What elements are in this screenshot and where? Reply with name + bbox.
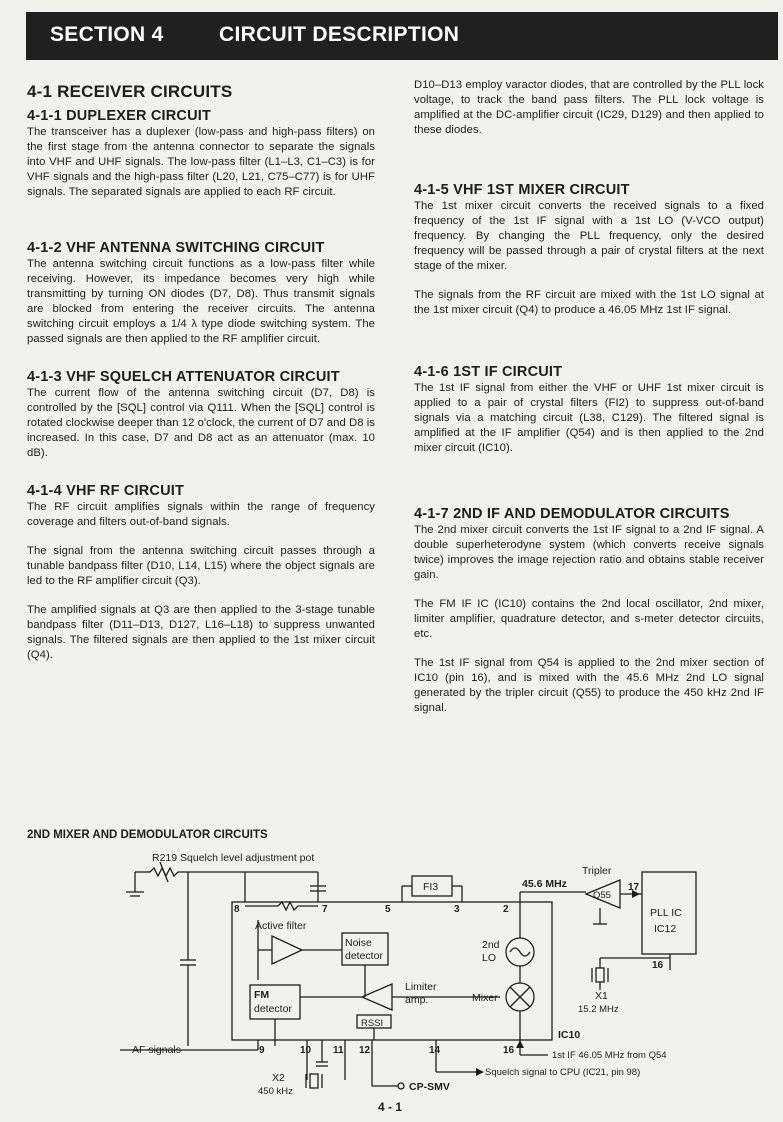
rssi-label: RSSI	[361, 1018, 384, 1029]
ic10-label: IC10	[558, 1029, 581, 1041]
rf-circuit-text-2: The signal from the antenna switching circuit passes through a tunable bandpass filter (D10, L14, L15) where the object signals are led to the RF amplifier circuit (Q3).	[27, 545, 375, 587]
pll-pin-17: 17	[628, 882, 640, 893]
receiver-heading: 4-1 RECEIVER CIRCUITS	[27, 82, 233, 101]
page-number: 4 - 1	[378, 1100, 403, 1114]
x2-crystal	[310, 1074, 318, 1088]
pin-5: 5	[385, 904, 391, 915]
x2-label: X2	[272, 1072, 285, 1084]
antenna-switching-text: The antenna switching circuit functions as a low-pass filter while receiving. However, its impedance becomes very high while transmitting by turning ON diodes (D7, D8). Thus transmit signals are blocked from entering the receiver circuits. The antenna switching circuit employs a 1/4 λ type diode switching system. The passed signals are then applied to the RF amplifier circuit.	[27, 258, 375, 345]
demodulator-title: 4-1-7 2ND IF AND DEMODULATOR CIRCUITS	[414, 506, 730, 522]
mixer-text-2: The signals from the RF circuit are mixed with the 1st LO signal at the 1st mixer circuit (Q4) to produce a 46.05 MHz 1st IF signal.	[414, 289, 764, 316]
x1-freq-label: 15.2 MHz	[578, 1004, 619, 1015]
mixer-label: Mixer	[472, 992, 498, 1004]
squelch-attenuator-text: The current flow of the antenna switching circuit (D7, D8) is controlled by the [SQL] control via Q111. When the [SQL] control is rotated clockwise deeper than 12 o'clock, the current of D7 and D8 is increased. In this case, D7 and D8 act as an attenuator (max. 10 dB).	[27, 387, 375, 459]
squelch-attenuator-title: 4-1-3 VHF SQUELCH ATTENUATOR CIRCUIT	[27, 369, 340, 385]
pin-10: 10	[300, 1045, 312, 1056]
section-header-bar	[26, 12, 778, 60]
if-circuit-text: The 1st IF signal from either the VHF or UHF 1st mixer circuit is applied to a pair of crystal filters (FI2) to suppress out-of-band signals via a matching circuit (L38, C129). The filtered signal is amplified at the IF amplifier (Q54) and is then applied to the 2nd mixer circuit (IC10).	[414, 382, 764, 454]
freq-456-label: 45.6 MHz	[522, 878, 567, 890]
q55-label: Q55	[593, 890, 611, 901]
lo-label-2: LO	[482, 952, 497, 964]
active-filter-triangle	[272, 936, 302, 964]
rf-circuit-title: 4-1-4 VHF RF CIRCUIT	[27, 483, 185, 499]
x2-freq-label: 450 kHz	[258, 1086, 293, 1097]
pin-9: 9	[259, 1045, 265, 1056]
x1-crystal	[596, 968, 604, 982]
antenna-switching-title: 4-1-2 VHF ANTENNA SWITCHING CIRCUIT	[27, 240, 325, 256]
af-signals-label: AF signals	[132, 1044, 182, 1056]
demodulator-text-3: The 1st IF signal from Q54 is applied to the 2nd mixer section of IC10 (pin 16), and is mixed with the 45.6 MHz 2nd LO signal generated by the tripler circuit (Q55) to produce the 450 kHz 2nd IF signal.	[414, 657, 764, 714]
limiter-label-1: Limiter	[405, 981, 437, 993]
fm-label-1: FM	[254, 989, 270, 1001]
pin-12: 12	[359, 1045, 371, 1056]
pin-2: 2	[503, 904, 509, 915]
squelch-output-label: Squelch signal to CPU (IC21, pin 98)	[485, 1067, 641, 1078]
noise-label-1: Noise	[345, 937, 372, 949]
r219-label: R219 Squelch level adjustment pot	[152, 852, 315, 864]
x1-label: X1	[595, 990, 608, 1002]
tripler-label: Tripler	[582, 865, 612, 877]
rf-circuit-text-1: The RF circuit amplifies signals within the range of frequency coverage and filters out-of-band signals.	[27, 501, 375, 528]
if-input-label: 1st IF 46.05 MHz from Q54	[552, 1050, 667, 1061]
pin-11: 11	[333, 1045, 344, 1056]
pll-pin-16: 16	[652, 960, 664, 971]
limiter-label-2: amp.	[405, 994, 429, 1006]
demodulator-text-2: The FM IF IC (IC10) contains the 2nd local oscillator, 2nd mixer, limiter amplifier, quadrature detector, and s-meter detector circuits, etc.	[414, 598, 764, 640]
mixer-text-1: The 1st mixer circuit converts the received signals to a fixed frequency of the 1st IF signal with a 1st LO (V-VCO output) frequency. By changing the PLL frequency, only the desired frequency will be passed through a pair of crystal filters at the next stage of the mixer.	[414, 200, 764, 272]
section-title: CIRCUIT DESCRIPTION	[219, 23, 460, 46]
left-column	[27, 82, 375, 663]
rf-circuit-text-3: The amplified signals at Q3 are then applied to the 3-stage tunable bandpass filter (D11–D13, D127, L16–L18) to suppress unwanted signals. The filtered signals are then applied to the 1st mixer circuit (Q4).	[27, 604, 375, 661]
fm-label-2: detector	[254, 1003, 292, 1015]
diagram-title: 2ND MIXER AND DEMODULATOR CIRCUITS	[27, 829, 268, 841]
if-circuit-title: 4-1-6 1ST IF CIRCUIT	[414, 364, 563, 380]
noise-label-2: detector	[345, 950, 383, 962]
limiter-triangle	[362, 984, 392, 1010]
pll-label-1: PLL IC	[650, 907, 682, 919]
pin-14: 14	[429, 1045, 441, 1056]
lo-label-1: 2nd	[482, 939, 500, 951]
right-column	[414, 78, 764, 716]
duplexer-text: The transceiver has a duplexer (low-pass and high-pass filters) on the first stage from the antenna connector to separate the signals into VHF and UHF signals. The low-pass filter (L1–L3, C1–C3) is for VHF signals and the high-pass filter (L20, L21, C75–C77) is for UHF signals. The separated signals are applied to each RF circuit.	[27, 126, 375, 198]
fi3-label: FI3	[423, 881, 439, 893]
mixer-title: 4-1-5 VHF 1ST MIXER CIRCUIT	[414, 182, 630, 198]
cp-smv-label: CP-SMV	[409, 1081, 450, 1093]
active-filter-label: Active filter	[255, 920, 307, 932]
pin-8: 8	[234, 904, 240, 915]
pin-7: 7	[322, 904, 328, 915]
varactor-text: D10–D13 employ varactor diodes, that are controlled by the PLL lock voltage, to track the band pass filters. The PLL lock voltage is amplified at the DC-amplifier circuit (IC29, D129) and then applied to these diodes.	[414, 79, 764, 136]
duplexer-title: 4-1-1 DUPLEXER CIRCUIT	[27, 108, 212, 124]
pin-16: 16	[503, 1045, 515, 1056]
pin-3: 3	[454, 904, 460, 915]
demodulator-text-1: The 2nd mixer circuit converts the 1st IF signal to a 2nd IF signal. A double superheterodyne system (which converts receive signals twice) improves the image rejection ratio and obtains stable receiver gain.	[414, 524, 764, 581]
section-number: SECTION 4	[50, 23, 164, 46]
pll-label-2: IC12	[654, 923, 677, 935]
circuit-diagram	[0, 840, 783, 1105]
